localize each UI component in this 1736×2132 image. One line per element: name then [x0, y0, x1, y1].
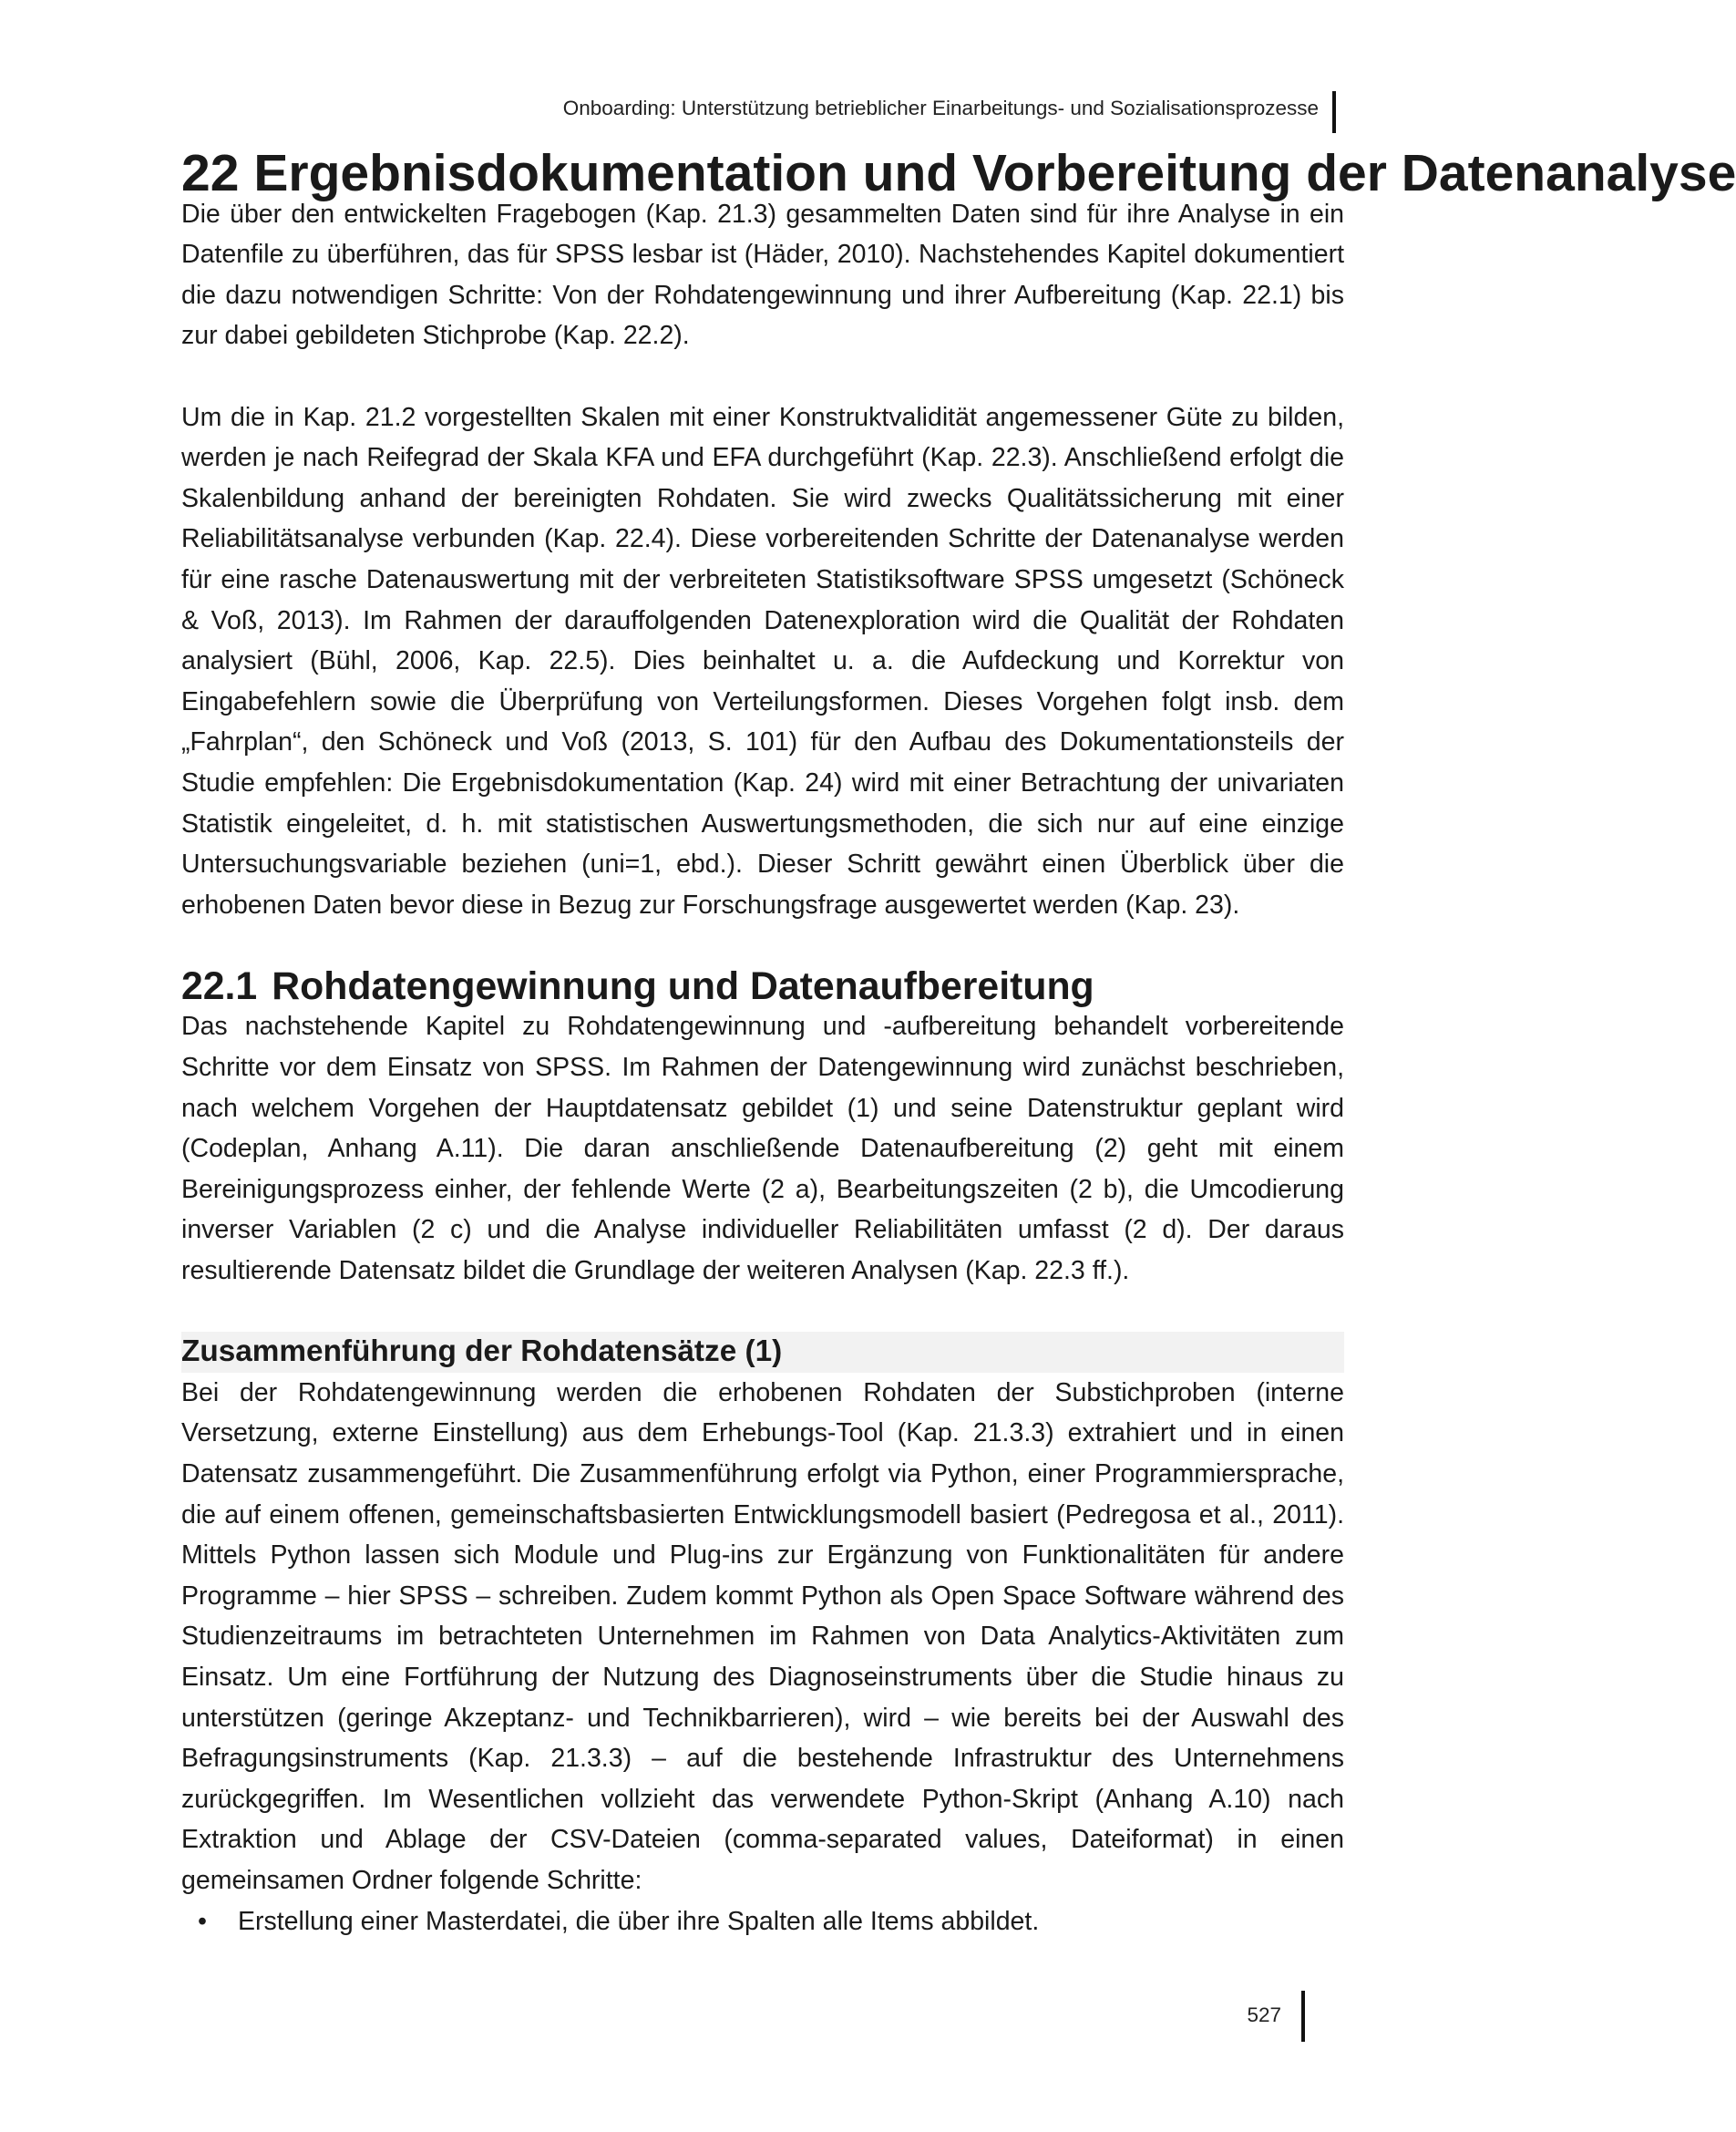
section-paragraph-1: Die über den entwickelten Fragebogen (Kap. 21.3) gesammelten Daten sind für ihre Analyse in ein Datenfile zu überführen, das für SPSS lesbar ist (Häder, 2010). Nachstehendes Kapitel dokumentiert die dazu notwendigen Schritte: Von der Rohdatengewinnung und ihrer Aufbereitung (Kap. 22.1) bis zur dabei gebildeten Stichprobe (Kap. 22.2). — [181, 199, 1344, 351]
header-rule — [1332, 91, 1336, 133]
subsection-title: Rohdatengewinnung und Datenaufbereitung — [272, 963, 1094, 1008]
list-item-text: Erstellung einer Masterdatei, die über ihre Spalten alle Items abbildet. — [238, 1906, 1040, 1936]
bullet-list — [181, 1901, 1344, 1942]
page-content — [181, 144, 1736, 1941]
subsection-number: 22.1 — [181, 963, 258, 1008]
subsection-heading — [181, 963, 1344, 1008]
page-number: 527 — [1247, 2003, 1281, 2026]
list-item — [181, 1901, 1344, 1942]
section-heading — [181, 144, 1736, 202]
bullet-icon: • — [198, 1906, 207, 1936]
section-number: 22 — [181, 144, 240, 202]
subsubsection-heading: Zusammenführung der Rohdatensätze (1) — [181, 1332, 1344, 1373]
subsubsection-paragraph: Bei der Rohdatengewinnung werden die erhobenen Rohdaten der Substichproben (interne Versetzung, externe Einstellung) aus dem Erhebungs-Tool (Kap. 21.3.3) extrahiert und in einen Datensatz zusammengeführt. Die Zusammenführung erfolgt via Python, einer Programmiersprache, die auf einem offenen, gemeinschaftsbasierten Entwicklungsmodell basiert (Pedregosa et al., 2011). Mittels Python lassen sich Module und Plug-ins zur Ergänzung von Funktionalitäten für andere Programme – hier SPSS – schreiben. Zudem kommt Python als Open Space Software während des Studienzeitraums im betrachteten Unternehmen im Rahmen von Data Analytics-Aktivitäten zum Einsatz. Um eine Fortführung der Nutzung des Diagnoseinstruments über die Studie hinaus zu unterstützen (geringe Akzeptanz- und Technikbarrieren), wird – wie bereits bei der Auswahl des Befragungsinstruments (Kap. 21.3.3) – auf die bestehende Infrastruktur des Unternehmens zurückgegriffen. Im Wesentlichen vollzieht das verwendete Python-Skript (Anhang A.10) nach Extraktion und Ablage der CSV-Dateien (comma-separated values, Dateiformat) in einen gemeinsamen Ordner folgende Schritte: — [181, 1377, 1344, 1895]
section-paragraph-2: Um die in Kap. 21.2 vorgestellten Skalen mit einer Konstruktvalidität angemessener Güte zu bilden, werden je nach Reifegrad der Skala KFA und EFA durchgeführt (Kap. 22.3). Anschließend erfolgt die Skalenbildung anhand der bereinigten Rohdaten. Sie wird zwecks Qualitätssicherung mit einer Reliabilitätsanalyse verbunden (Kap. 22.4). Diese vorbereitenden Schritte der Datenanalyse werden für eine rasche Datenauswertung mit der verbreiteten Statistiksoftware SPSS umgesetzt (Schöneck & Voß, 2013). Im Rahmen der darauffolgenden Datenexploration wird die Qualität der Rohdaten analysiert (Bühl, 2006, Kap. 22.5). Dies beinhaltet u. a. die Aufdeckung und Korrektur von Eingabefehlern sowie die Überprüfung von Verteilungsformen. Dieses Vorgehen folgt insb. dem „Fahrplan“, den Schöneck und Voß (2013, S. 101) für den Aufbau des Dokumentationsteils der Studie empfehlen: Die Ergebnisdokumentation (Kap. 24) wird mit einer Betrachtung der univariaten Statistik eingeleitet, d. h. mit statistischen Auswertungsmethoden, die sich nur auf eine einzige Untersuchungsvariable beziehen (uni=1, ebd.). Dieser Schritt gewährt einen Überblick über die erhobenen Daten bevor diese in Bezug zur Forschungsfrage ausgewertet werden (Kap. 23). — [181, 402, 1344, 920]
running-header: Onboarding: Unterstützung betrieblicher Einarbeitungs- und Sozialisationsprozesse — [562, 97, 1319, 119]
subsection-paragraph: Das nachstehende Kapitel zu Rohdatengewinnung und -aufbereitung behandelt vorbereitende Schritte vor dem Einsatz von SPSS. Im Rahmen der Datengewinnung wird zunächst beschrieben, nach welchem Vorgehen der Hauptdatensatz gebildet (1) und seine Datenstruktur geplant wird (Codeplan, Anhang A.11). Die daran anschließende Datenaufbereitung (2) geht mit einem Bereinigungsprozess einher, der fehlende Werte (2 a), Bearbeitungszeiten (2 b), die Umcodierung inverser Variablen (2 c) und die Analyse individueller Reliabilitäten umfasst (2 d). Der daraus resultierende Datensatz bildet die Grundlage der weiteren Analysen (Kap. 22.3 ff.). — [181, 1012, 1344, 1286]
section-title: Ergebnisdokumentation und Vorbereitung der Datenanalyse — [253, 144, 1736, 202]
footer-rule — [1301, 1991, 1305, 2042]
